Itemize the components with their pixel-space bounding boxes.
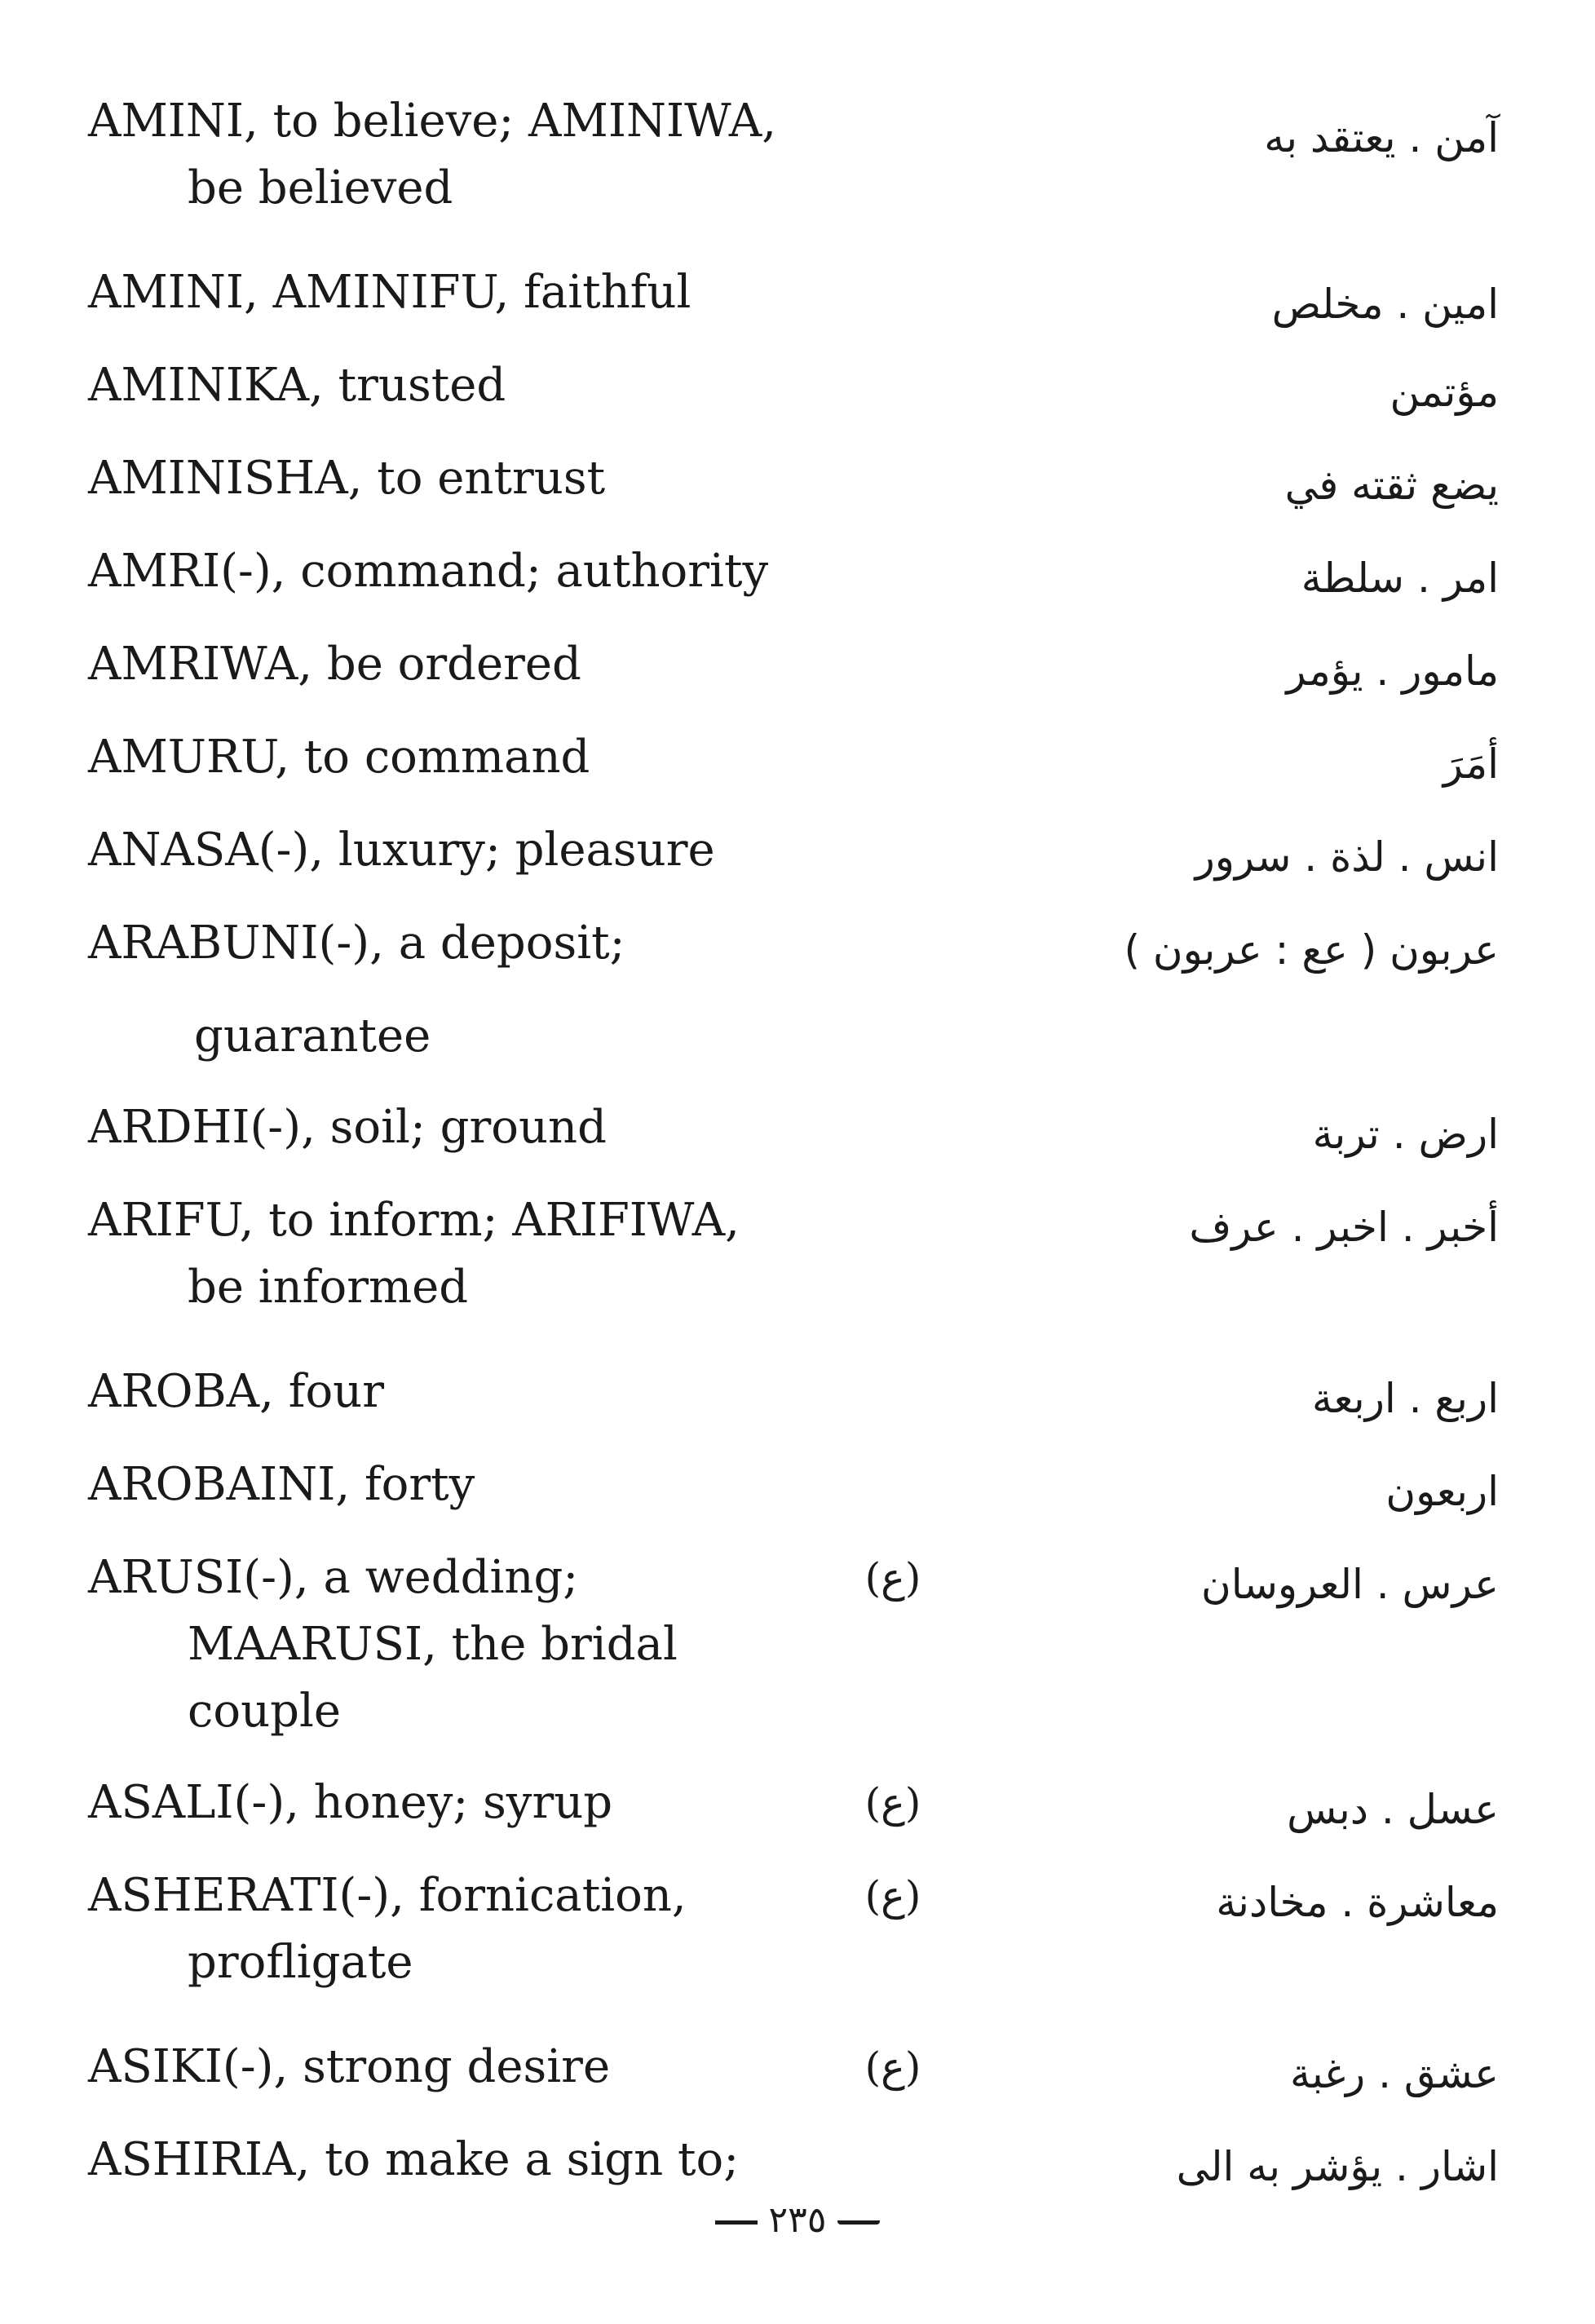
entry-continuation-line: MAARUSI, the bridal: [188, 1618, 678, 1671]
entry-arabic-translation: مامور . يؤمر: [1286, 647, 1499, 695]
entry-arabic-translation: عسل . دبس: [1287, 1786, 1499, 1833]
entry-arabic-translation: اشار . يؤشر به الى: [1176, 2143, 1499, 2190]
entry-headword-line: AMINI, to believe; AMINIWA,: [88, 95, 777, 148]
page-number-dash-left: [715, 2220, 758, 2225]
entry-arabic-translation: مؤتمن: [1390, 369, 1499, 416]
entry-continuation-line: be believed: [188, 161, 453, 214]
entry-headword-line: ARDHI(-), soil; ground: [88, 1101, 607, 1154]
entry-headword-line: ANASA(-), luxury; pleasure: [88, 824, 715, 877]
entry-arabic-translation: امر . سلطة: [1301, 554, 1499, 602]
entry-arabic-translation: عربون ( عع : عربون ): [1124, 926, 1499, 974]
entry-continuation-line: guarantee: [194, 1010, 431, 1063]
entry-headword-line: ARIFU, to inform; ARIFIWA,: [88, 1194, 740, 1247]
entry-arabic-translation: أمَرَ: [1443, 740, 1499, 788]
entry-arabic-translation: اربعون: [1385, 1468, 1499, 1515]
entry-arabic-translation: عشق . رغبة: [1289, 2050, 1499, 2097]
entry-arabic-translation: انس . لذة . سرور: [1195, 833, 1499, 881]
arabic-origin-mark: (ع): [864, 1554, 921, 1602]
entry-continuation-line: couple: [188, 1685, 342, 1738]
entry-arabic-translation: ارض . تربة: [1312, 1111, 1499, 1158]
entry-headword-line: ASHIRIA, to make a sign to;: [88, 2133, 740, 2186]
entry-continuation-line: profligate: [188, 1936, 413, 1989]
page-number-dash-right: [837, 2220, 880, 2225]
entry-headword-line: AMRI(-), command; authority: [88, 545, 769, 598]
entry-headword-line: AROBA, four: [88, 1365, 384, 1418]
entry-headword-line: ASHERATI(-), fornication,: [88, 1869, 687, 1922]
arabic-origin-mark: (ع): [864, 2043, 921, 2091]
entry-arabic-translation: امين . مخلص: [1271, 281, 1499, 328]
entry-arabic-translation: أخبر . اخبر . عرف: [1189, 1204, 1499, 1251]
entry-headword-line: ARUSI(-), a wedding;: [88, 1551, 579, 1604]
entry-headword-line: AMINI, AMINIFU, faithful: [88, 266, 691, 319]
entry-arabic-translation: اربع . اربعة: [1311, 1375, 1499, 1422]
page-number: [0, 2194, 1595, 2245]
entry-arabic-translation: آمن . يعتقد به: [1264, 114, 1499, 161]
entry-headword-line: AMRIWA, be ordered: [88, 638, 581, 691]
entry-continuation-line: be informed: [188, 1261, 469, 1314]
entry-headword-line: ASIKI(-), strong desire: [88, 2040, 611, 2093]
entry-arabic-translation: معاشرة . مخادنة: [1216, 1879, 1499, 1926]
arabic-origin-mark: (ع): [864, 1779, 921, 1827]
entry-headword-line: ARABUNI(-), a deposit;: [88, 917, 625, 970]
entry-headword-line: AMINISHA, to entrust: [88, 452, 606, 505]
arabic-origin-mark: (ع): [864, 1872, 921, 1920]
entry-arabic-translation: يضع ثقته في: [1284, 462, 1499, 509]
entry-headword-line: ASALI(-), honey; syrup: [88, 1776, 613, 1829]
entry-arabic-translation: عرس . العروسان: [1201, 1561, 1499, 1608]
entry-headword-line: AMURU, to command: [88, 731, 590, 784]
page-number-text: ٢٣٥: [768, 2199, 827, 2241]
entry-headword-line: AMINIKA, trusted: [88, 359, 506, 412]
entry-headword-line: AROBAINI, forty: [88, 1458, 475, 1511]
